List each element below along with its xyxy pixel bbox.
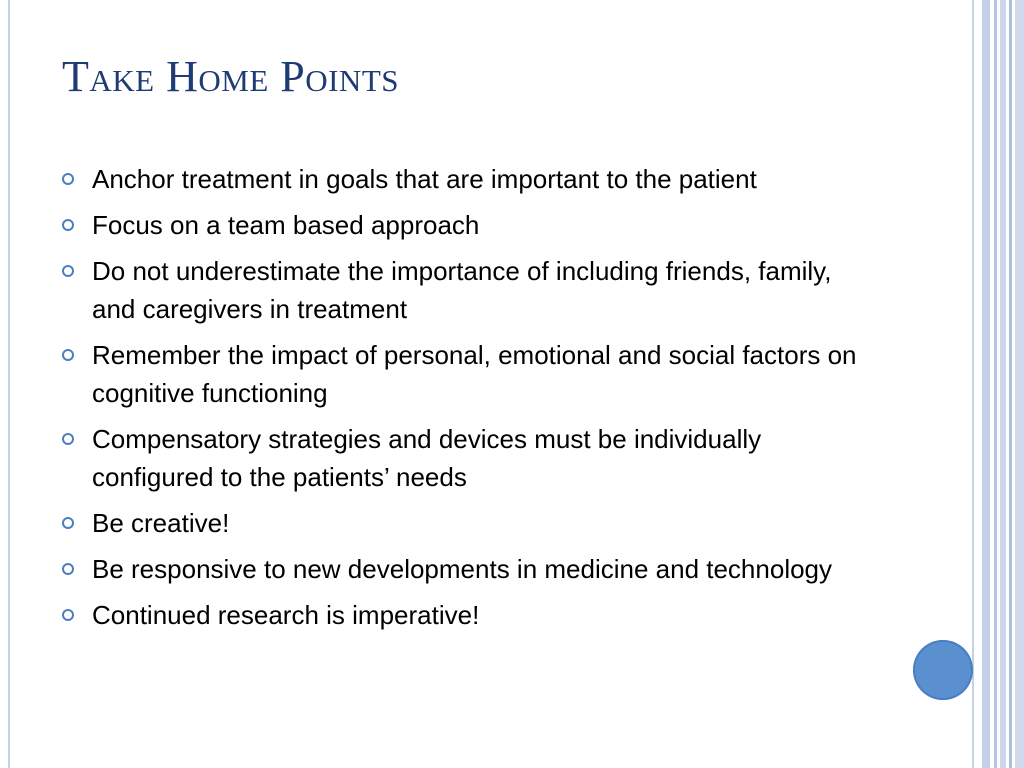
bullet-text: Continued research is imperative! — [92, 600, 480, 630]
list-item — [62, 336, 882, 412]
list-item — [62, 420, 882, 496]
list-item — [62, 206, 882, 244]
filled-circle-icon — [913, 640, 973, 700]
stripe — [1000, 0, 1006, 768]
stripe — [994, 0, 997, 768]
bullet-icon — [62, 517, 74, 529]
bullet-text: Compensatory strategies and devices must be individually configured to the patients’ needs — [92, 424, 762, 492]
bullet-icon — [62, 349, 74, 361]
list-item — [62, 596, 882, 634]
list-item — [62, 252, 882, 328]
bullet-text: Remember the impact of personal, emotional and social factors on cognitive functioning — [92, 340, 857, 408]
bullet-list — [62, 160, 882, 642]
bullet-icon — [62, 433, 74, 445]
bullet-text: Be responsive to new developments in medicine and technology — [92, 554, 833, 584]
list-item — [62, 160, 882, 198]
stripe — [982, 0, 990, 768]
list-item — [62, 550, 882, 588]
bullet-text: Anchor treatment in goals that are important to the patient — [92, 164, 757, 194]
bullet-text: Do not underestimate the importance of including friends, family, and caregivers in treatment — [92, 256, 832, 324]
bullet-text: Be creative! — [92, 508, 230, 538]
bullet-icon — [62, 563, 74, 575]
bullet-icon — [62, 219, 74, 231]
decorative-stripes — [976, 0, 1024, 768]
list-item — [62, 504, 882, 542]
stripe — [1009, 0, 1012, 768]
bullet-icon — [62, 265, 74, 277]
stripe — [1015, 0, 1024, 768]
slide-title: Take Home Points — [62, 52, 399, 101]
bullet-icon — [62, 609, 74, 621]
bullet-icon — [62, 173, 74, 185]
bullet-text: Focus on a team based approach — [92, 210, 480, 240]
